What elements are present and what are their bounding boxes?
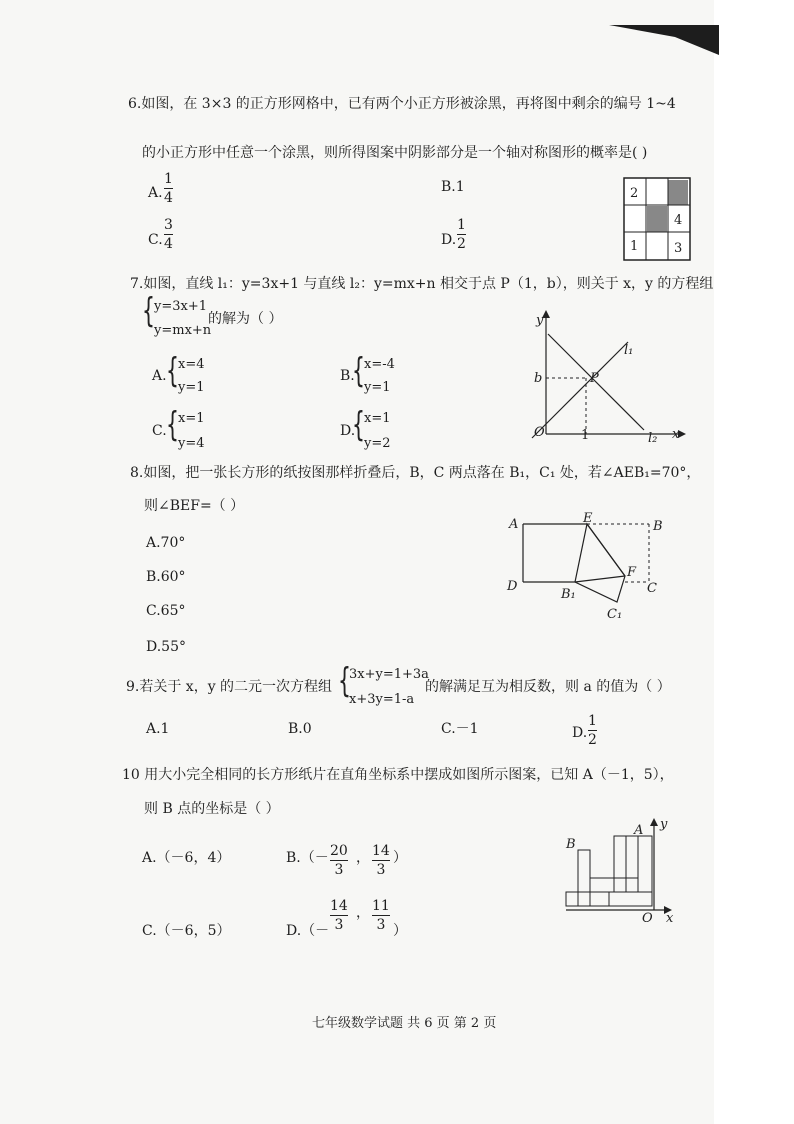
q7-system-bottom: y=mx+n [154,323,212,338]
vertex-label: C [647,581,657,596]
vertex-label: B₁ [561,587,576,602]
q7-option-b-bottom: y=1 [364,380,391,395]
q6-option-a-label: A. [148,185,163,201]
vertex-label: F [627,565,637,580]
q6-option-c-fraction [164,218,173,251]
numerator: 1 [588,713,597,729]
q7-option-a-brace: { [166,351,179,391]
q7-system-brace: { [142,291,155,331]
page-footer: 七年级数学试题 共 6 页 第 2 页 [312,1016,497,1031]
q10-line1: 10 用大小完全相同的长方形纸片在直角坐标系中摆成如图所示图案，已知 A（－1，5）， [122,767,674,783]
q9-option-d-label: D. [572,725,588,741]
q8-option-a: A.70° [146,535,186,551]
line-label: l₂ [648,431,658,446]
q9-option-b: B.0 [288,721,312,737]
grid-cell-label: 1 [630,239,639,254]
q9-option-c: C.－1 [441,721,479,737]
denominator: 4 [164,190,173,206]
numerator: 14 [372,843,390,859]
vertex-label: B [653,519,663,534]
vertex-label: E [583,511,593,526]
axis-label: y [660,817,668,832]
q9-tail: 的解满足互为相反数，则 a 的值为（ ） [425,679,671,695]
q6-option-d-label: D. [441,232,457,248]
point-label: A [634,823,644,838]
denominator: 3 [376,862,386,878]
q7-option-b-label: B. [340,368,355,384]
q9-option-d-fraction [588,714,597,747]
q7-option-a-bottom: y=1 [178,380,205,395]
point-label: B [566,837,576,852]
denominator: 2 [588,732,597,748]
numerator: 11 [372,898,390,914]
q10-option-b-label: B.（－ [286,850,329,866]
q8-option-d: D.55° [146,639,186,655]
q6-option-a-fraction [164,172,173,205]
q7-option-c-label: C. [152,423,167,439]
denominator: 3 [376,917,386,933]
q7-option-d-brace: { [352,405,365,445]
q7-option-d-bottom: y=2 [364,436,391,451]
grid-cell-label: 3 [674,241,683,256]
q8-line2: 则∠BEF=（ ） [144,498,245,514]
axis-label: x [672,427,680,442]
q6-option-b: B.1 [441,179,465,195]
q6-option-d-fraction [457,218,466,251]
q10-line2: 则 B 点的坐标是（ ） [144,801,280,817]
q7-option-b-top: x=-4 [364,357,395,372]
q8-option-b: B.60° [146,569,186,585]
q10-option-b-fraction-1 [330,844,348,877]
q6-grid-figure [624,178,690,260]
denominator: 3 [334,862,344,878]
q7-option-d-top: x=1 [364,411,391,426]
q7-system-top: y=3x+1 [154,299,208,314]
origin-label: O [534,425,545,440]
q10-rectangles-figure [562,818,684,924]
q7-option-c-bottom: y=4 [178,436,205,451]
vertex-label: A [509,517,519,532]
q7-line1: 7.如图，直线 l₁：y=3x+1 与直线 l₂：y=mx+n 相交于点 P（1，b），则关于 x，y 的方程组 [130,276,714,292]
q6-line1: 6.如图，在 3×3 的正方形网格中，已有两个小正方形被涂黑，再将图中剩余的编号 1~4 [128,96,676,112]
numerator: 1 [164,171,173,187]
point-label: b [534,371,543,386]
q10-option-c: C.（－6，5） [142,923,231,939]
numerator: 14 [330,898,348,914]
q10-option-d-fraction-2 [372,899,390,932]
q9-system-top: 3x+y=1+3a [349,667,429,682]
q7-option-c-brace: { [166,405,179,445]
q8-option-c: C.65° [146,603,186,619]
q8-fold-figure [505,511,670,626]
q8-line1: 8.如图，把一张长方形的纸按图那样折叠后，B，C 两点落在 B₁，C₁ 处，若∠AEB₁=70°， [130,465,701,481]
grid-cell-label: 4 [674,213,683,228]
q10-option-a: A.（－6，4） [142,850,231,866]
q9-option-a: A.1 [146,721,170,737]
page-margin [714,0,794,1124]
q10-option-b-end: ） [393,850,407,866]
q7-option-b-brace: { [352,351,365,391]
q7-graph-figure [528,310,688,448]
q10-option-d-label: D.（－ [286,923,330,939]
q7-option-a-top: x=4 [178,357,205,372]
point-label: P [590,371,599,386]
grid-cell-label: 2 [630,186,639,201]
q10-option-b-fraction-2 [372,844,390,877]
q10-option-d-separator: ， [356,905,370,921]
numerator: 1 [457,217,466,233]
line-label: l₁ [624,343,634,358]
q7-option-a-label: A. [152,368,167,384]
q9-head: 9.若关于 x，y 的二元一次方程组 [126,679,333,695]
vertex-label: D [507,579,518,594]
q6-option-c-label: C. [148,232,163,248]
origin-label: O [642,911,653,926]
axis-label: x [666,911,674,926]
q9-system-bottom: x+3y=1-a [349,692,415,707]
q7-option-d-label: D. [340,423,356,439]
q10-option-d-end: ） [393,923,407,939]
q7-option-c-top: x=1 [178,411,205,426]
axis-label: y [536,313,544,328]
q10-option-b-separator: ， [356,850,370,866]
q9-system-brace: { [338,661,351,701]
q7-system-tail: 的解为（ ） [208,311,283,327]
denominator: 2 [457,236,466,252]
tick-label: 1 [581,428,590,443]
numerator: 3 [164,217,173,233]
numerator: 20 [330,843,348,859]
denominator: 4 [164,236,173,252]
q10-option-d-fraction-1 [330,899,348,932]
q6-line2: 的小正方形中任意一个涂黑，则所得图案中阴影部分是一个轴对称图形的概率是( ) [142,145,648,161]
vertex-label: C₁ [607,607,623,622]
denominator: 3 [334,917,344,933]
